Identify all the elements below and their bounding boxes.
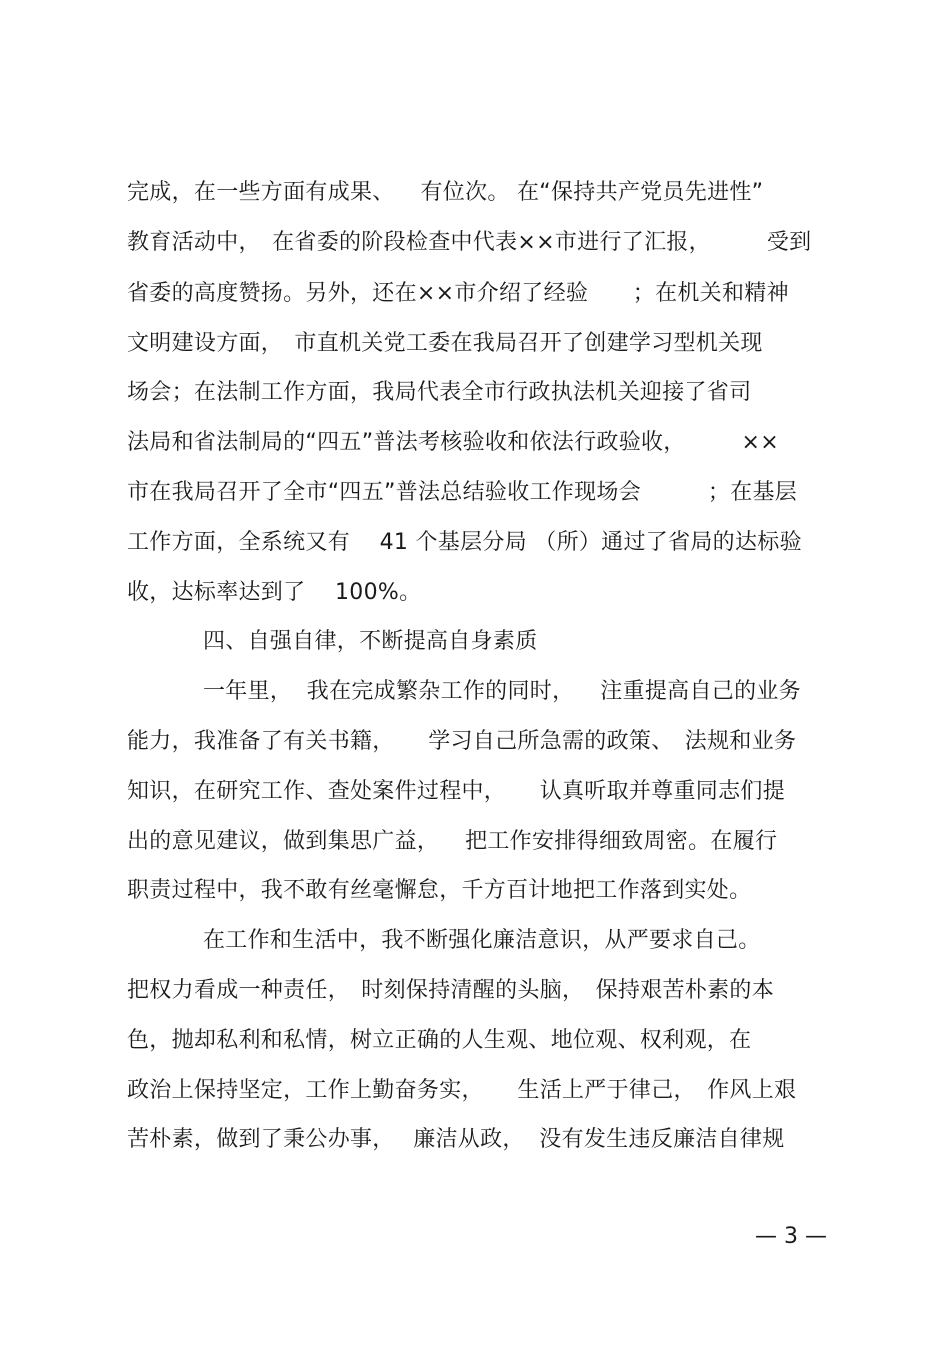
text-line: 文明建设方面， 市直机关党工委在我局召开了创建学习型机关现 <box>127 331 763 356</box>
text-line: 政治上保持坚定，工作上勤奋务实， 生活上严于律己， 作风上艰 <box>127 1078 797 1103</box>
text-line: 省委的高度赞扬。另外，还在××市介绍了经验 ；在机关和精神 <box>127 281 789 306</box>
text-line: 把权力看成一种责任， 时刻保持清醒的头脑， 保持艰苦朴素的本 <box>127 978 775 1003</box>
text-line: 知识，在研究工作、查处案件过程中， 认真听取并尊重同志们提 <box>127 779 786 804</box>
text-line: 场会；在法制工作方面，我局代表全市行政执法机关迎接了省司 <box>127 380 752 405</box>
text-line: 职责过程中，我不敢有丝毫懈怠，千方百计地把工作落到实处。 <box>127 878 752 903</box>
page-number: — 3 — <box>755 1224 827 1249</box>
text-line: 出的意见建议，做到集思广益， 把工作安排得细致周密。在履行 <box>127 829 778 854</box>
text-line: 工作方面，全系统又有 41 个基层分局 （所）通过了省局的达标验 <box>127 530 802 555</box>
text-line: 法局和省法制局的“四五”普法考核验收和依法行政验收， ×× <box>127 430 779 455</box>
text-line: 完成，在一些方面有成果、 有位次。 在“保持共产党员先进性” <box>127 180 764 205</box>
text-line: 市在我局召开了全市“四五”普法总结验收工作现场会 ；在基层 <box>127 480 798 505</box>
text-line: 能力，我准备了有关书籍， 学习自己所急需的政策、 法规和业务 <box>127 729 797 754</box>
section-heading: 四、自强自律，不断提高自身素质 <box>203 629 538 654</box>
text-line: 在工作和生活中，我不断强化廉洁意识，从严要求自己。 <box>203 928 761 953</box>
text-line: 一年里， 我在完成繁杂工作的同时， 注重提高自己的业务 <box>203 679 801 704</box>
text-line: 收，达标率达到了 100%。 <box>127 580 422 605</box>
text-line: 苦朴素，做到了秉公办事， 廉洁从政， 没有发生违反廉洁自律规 <box>127 1127 785 1152</box>
text-line: 教育活动中， 在省委的阶段检查中代表××市进行了汇报， 受到 <box>127 230 812 255</box>
text-line: 色，抛却私利和私情，树立正确的人生观、地位观、权利观，在 <box>127 1028 752 1053</box>
